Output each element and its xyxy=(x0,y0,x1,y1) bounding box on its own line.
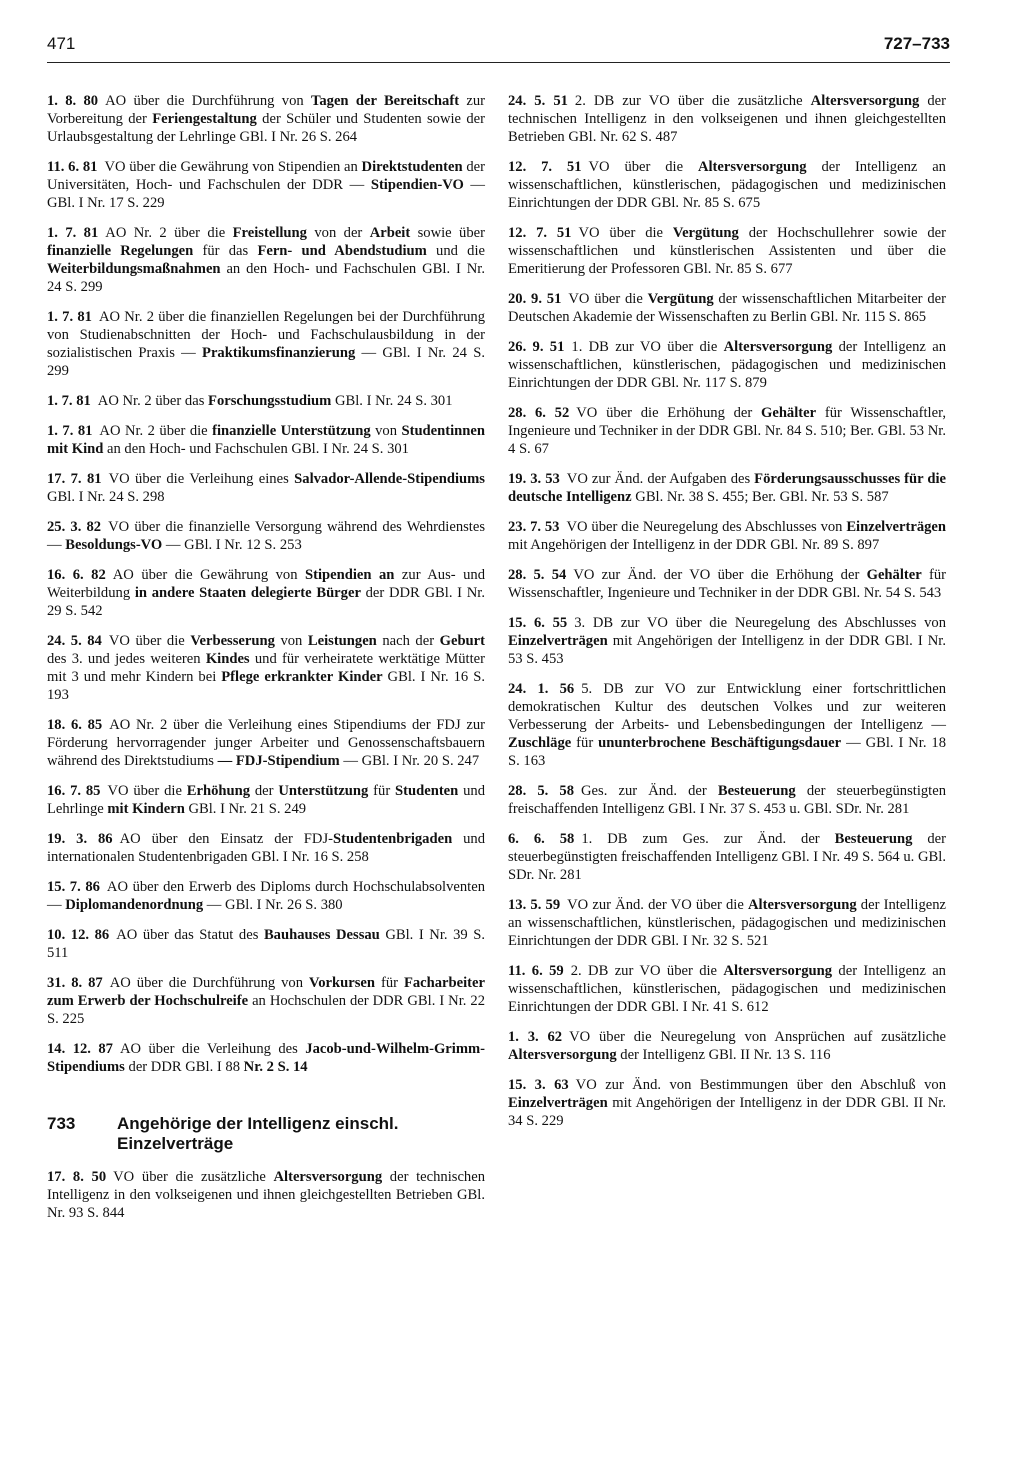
entry-text: AO Nr. 2 über die Verleihung eines Stipendiums der FDJ zur Förderung hervorragender junger Arbeiter und Genossenschaftsbauern während des Direktstudiums xyxy=(47,717,485,769)
entry-text: der steuerbegünstigten freischaffenden Intelligenz GBl. I Nr. 49 S. 564 u. GBl. SDr. Nr. 281 xyxy=(508,831,946,883)
entry-text: AO Nr. 2 über die finanziellen Regelungen bei der Durchführung von Studienabschnitten der Hoch- und Fachschulausbildung in der sozialistischen Praxis — xyxy=(47,309,486,361)
entry-keyword: Einzelverträgen xyxy=(508,633,608,649)
entry-text: der Hochschullehrer sowie der wissenschaftlichen und künstlerischen Assistenten und über die Emeritierung der Professoren GBl. Nr. 85 S. 677 xyxy=(508,225,946,277)
entry-text: VO über die xyxy=(108,633,191,649)
entry-keyword: Forschungsstudium xyxy=(208,393,332,409)
entry-text: der Intelligenz GBl. II Nr. 13 S. 116 xyxy=(616,1047,831,1063)
entry xyxy=(508,338,946,392)
entry-date: 15. 7. 86 xyxy=(47,879,100,895)
entry-date: 23. 7. 53 xyxy=(508,519,560,535)
entry xyxy=(508,290,946,326)
entry-text: des 3. und jedes weiteren xyxy=(47,651,206,667)
entry-text: Ges. zur Änd. der xyxy=(581,783,718,799)
entry-text: für xyxy=(368,783,396,799)
entry-date: 17. 8. 50 xyxy=(47,1169,107,1185)
entry-text: der Intelligenz an wissenschaftlichen, künstlerischen, pädagogischen und medizinischen Einrichtungen der DDR GBl. Nr. 117 S. 879 xyxy=(508,339,946,391)
entry-date: 1. 7. 81 xyxy=(47,423,93,439)
entry xyxy=(47,392,485,410)
entry-text: — GBl. I Nr. 24 S. 299 xyxy=(47,345,485,379)
entry-date: 24. 5. 84 xyxy=(47,633,102,649)
entry-text: und für verheiratete werktätige Mütter mit 3 und mehr Kindern bei xyxy=(47,651,485,685)
entry-keyword: — FDJ-Stipendium xyxy=(217,753,340,769)
entry-text: nach der xyxy=(376,633,440,649)
entry-date: 12. 7. 51 xyxy=(508,225,572,241)
entry-keyword: Erhöhung xyxy=(186,783,251,799)
entry-date: 1. 7. 81 xyxy=(47,393,91,409)
entry xyxy=(508,962,946,1016)
entry-text: für xyxy=(571,735,599,751)
entry-keyword: Gehälter xyxy=(866,567,922,583)
entry-keyword: Jacob-und-Wilhelm-Grimm-Stipendiums xyxy=(47,1041,486,1075)
entry-date: 28. 5. 58 xyxy=(508,783,575,799)
entry-keyword: Besoldungs-VO xyxy=(65,537,163,553)
entry-keyword: finanzielle Unterstützung xyxy=(212,423,371,439)
entry-text: und Lehrlinge xyxy=(47,783,485,817)
entry-keyword: Studentinnen mit Kind xyxy=(47,423,486,457)
entry-text: — GBl. I Nr. 12 S. 253 xyxy=(162,537,302,553)
entry-text: VO über die finanzielle Versorgung während des Wehrdienstes — xyxy=(47,519,486,553)
entry xyxy=(508,1028,946,1064)
entry-date: 10. 12. 86 xyxy=(47,927,110,943)
entry-text: AO über den Einsatz der FDJ- xyxy=(119,831,333,847)
entry-text: an den Hoch- und Fachschulen GBl. I Nr. 24 S. 299 xyxy=(47,261,485,295)
entry-keyword: Einzelverträgen xyxy=(508,1095,608,1111)
entry-keyword: Altersversorgung xyxy=(697,159,807,175)
entry-keyword: Besteuerung xyxy=(834,831,913,847)
entry-keyword: Nr. 2 S. 14 xyxy=(243,1059,308,1075)
entry-text: AO über die Gewährung von xyxy=(112,567,306,583)
entry-date: 15. 6. 55 xyxy=(508,615,568,631)
entry-text: für xyxy=(374,975,404,991)
section-number: 733 xyxy=(47,1114,76,1133)
entry-keyword: Studenten xyxy=(395,783,459,799)
entry-keyword: Pflege erkrankter Kinder xyxy=(221,669,383,685)
entry-text: für Wissenschaftler, Ingenieure und Techniker in der DDR GBl. Nr. 84 S. 510; Ber. GBl. 53 Nr. 4 S. 67 xyxy=(508,405,947,457)
entry-keyword: Besteuerung xyxy=(717,783,796,799)
entry xyxy=(47,92,485,146)
entry-text: VO über die Gewährung von Stipendien an xyxy=(104,159,362,175)
entry-date: 16. 7. 85 xyxy=(47,783,101,799)
right-entry-list xyxy=(508,92,946,1130)
entry-keyword: Tagen der Bereitschaft xyxy=(310,93,460,109)
entry-text: von der xyxy=(306,225,370,241)
entry-keyword: Gehälter xyxy=(760,405,817,421)
entry-keyword: Leistungen xyxy=(307,633,377,649)
entry-text: mit Angehörigen der Intelligenz in der DDR GBl. I Nr. 53 S. 453 xyxy=(508,633,946,667)
entry-keyword: Vorkursen xyxy=(309,975,375,991)
entry-keyword: Altersversorgung xyxy=(508,1047,617,1063)
entry xyxy=(47,470,485,506)
entry-text: — GBl. I Nr. 20 S. 247 xyxy=(339,753,480,769)
entry-text: VO über die Neuregelung von Ansprüchen auf zusätzliche xyxy=(569,1029,946,1045)
left-column xyxy=(47,92,485,1234)
entry-keyword: Einzelverträgen xyxy=(846,519,947,535)
page-header xyxy=(47,34,950,63)
entry-keyword: Facharbeiter zum Erwerb der Hochschulreife xyxy=(47,975,485,1009)
entry-text: GBl. I Nr. 16 S. 193 xyxy=(47,669,485,703)
entry xyxy=(47,974,485,1028)
entry-text: AO über den Erwerb des Diploms durch Hochschulabsolventen — xyxy=(47,879,485,913)
entry-keyword: Altersversorgung xyxy=(723,339,833,355)
entry-text: 2. DB zur VO über die xyxy=(570,963,724,979)
entry-text: der Intelligenz an wissenschaftlichen, künstlerischen, pädagogischen und medizinischen Einrichtungen der DDR GBl. I Nr. 41 S. 612 xyxy=(508,963,946,1015)
entry-keyword: Praktikumsfinanzierung xyxy=(202,345,356,361)
page-range: 727–733 xyxy=(883,34,950,53)
entry-keyword: Salvador-Allende-Stipendiums xyxy=(294,471,485,487)
right-column xyxy=(508,92,946,1142)
entry xyxy=(508,1076,946,1130)
entry-text: und internationalen Studentenbrigaden GBl. I Nr. 16 S. 258 xyxy=(47,831,485,865)
entry-date: 26. 9. 51 xyxy=(508,339,565,355)
entry xyxy=(47,308,485,380)
entry-date: 25. 3. 82 xyxy=(47,519,102,535)
entry-text: VO über die Verleihung eines xyxy=(108,471,295,487)
section-heading xyxy=(47,1114,485,1154)
entry-text: 2. DB zur VO über die zusätzliche xyxy=(574,93,811,109)
entry-keyword: Vergütung xyxy=(647,291,714,307)
entry-keyword: Vergütung xyxy=(672,225,739,241)
entry-text: der technischen Intelligenz in den volkseigenen und ihnen gleichgestellten Betrieben GBl. Nr. 62 S. 487 xyxy=(508,93,946,145)
entry-text: AO über die Verleihung des xyxy=(119,1041,306,1057)
entry-keyword: Altersversorgung xyxy=(723,963,833,979)
entry-text: und die xyxy=(426,243,485,259)
entry-text: 1. DB zum Ges. zur Änd. der xyxy=(581,831,835,847)
entry-text: VO zur Änd. von Bestimmungen über den Abschluß von xyxy=(575,1077,946,1093)
entry xyxy=(508,896,946,950)
entry-keyword: Stipendien an xyxy=(305,567,395,583)
entry-text: VO über die xyxy=(578,225,673,241)
entry-text: der steuerbegünstigten freischaffenden Intelligenz GBl. I Nr. 37 S. 453 u. GBl. SDr. Nr. 281 xyxy=(508,783,947,817)
entry-keyword: Förderungsausschusses für die deutsche Intelligenz xyxy=(508,471,946,505)
entry-text: GBl. I Nr. 21 S. 249 xyxy=(184,801,307,817)
entry-text: VO über die xyxy=(107,783,187,799)
entry-text: für das xyxy=(193,243,258,259)
entry-keyword: Feriengestaltung xyxy=(152,111,257,127)
entry-keyword: Weiterbildungsmaßnahmen xyxy=(47,261,221,277)
entry-text: — GBl. I Nr. 17 S. 229 xyxy=(47,177,485,211)
entry-text: der DDR GBl. I Nr. 29 S. 542 xyxy=(47,585,485,619)
entry-date: 13. 5. 59 xyxy=(508,897,561,913)
entry-text: AO über die Durchführung von xyxy=(109,975,310,991)
entry-text: an den Hoch- und Fachschulen GBl. I Nr. 24 S. 301 xyxy=(103,441,409,457)
entry-text: AO Nr. 2 über die xyxy=(99,423,213,439)
entry-keyword: Arbeit xyxy=(369,225,411,241)
entry-keyword: Zuschläge xyxy=(508,735,572,751)
entry-date: 6. 6. 58 xyxy=(508,831,575,847)
entry-text: VO zur Änd. der Aufgaben des xyxy=(566,471,755,487)
entry-text: AO Nr. 2 über die xyxy=(105,225,233,241)
entry-keyword: Fern- und Abendstudium xyxy=(257,243,427,259)
entry-date: 24. 5. 51 xyxy=(508,93,568,109)
entry xyxy=(47,158,485,212)
entry-date: 18. 6. 85 xyxy=(47,717,103,733)
entry-text: der Universitäten, Hoch- und Fachschulen der DDR — xyxy=(47,159,485,193)
entry xyxy=(508,830,946,884)
entry-text: der Intelligenz an wissenschaftlichen, künstlerischen, pädagogischen und medizinischen Einrichtungen der DDR GBl. Nr. 85 S. 675 xyxy=(508,159,946,211)
entry-date: 19. 3. 53 xyxy=(508,471,560,487)
entry-text: VO über die Neuregelung des Abschlusses von xyxy=(566,519,847,535)
entry-keyword: finanzielle Regelungen xyxy=(47,243,194,259)
entry-keyword: Direktstudenten xyxy=(361,159,463,175)
entry xyxy=(47,716,485,770)
entry-keyword: Altersversorgung xyxy=(810,93,920,109)
entry-keyword: Studentenbrigaden xyxy=(332,831,453,847)
entry-text: mit Angehörigen der Intelligenz in der DDR GBl. II Nr. 34 S. 229 xyxy=(508,1095,946,1129)
entry xyxy=(47,518,485,554)
entry xyxy=(47,926,485,962)
entry-text: VO über die xyxy=(568,291,648,307)
entry-date: 12. 7. 51 xyxy=(508,159,582,175)
entry xyxy=(508,92,946,146)
entry-text: der technischen Intelligenz in den volkseigenen und ihnen gleichgestellten Betrieben GBl. Nr. 93 S. 844 xyxy=(47,1169,485,1221)
entry-text: VO über die xyxy=(588,159,698,175)
entry-keyword: Diplomandenordnung xyxy=(65,897,204,913)
entry xyxy=(508,680,946,770)
entry-text: der Intelligenz an wissenschaftlichen, künstlerischen, pädagogischen und medizinischen Einrichtungen der DDR GBl. I Nr. 32 S. 521 xyxy=(508,897,946,949)
entry xyxy=(508,224,946,278)
entry-text: 5. DB zur VO zur Entwicklung einer fortschrittlichen demokratischen Kultur des deutschen Volkes und zur weiteren Verbesserung der Arbeits- und Lebensbedingungen der Intelligenz — xyxy=(508,681,946,733)
entry-text: der xyxy=(250,783,279,799)
entry-date: 28. 6. 52 xyxy=(508,405,570,421)
entry xyxy=(47,830,485,866)
entry-text: AO über die Durchführung von xyxy=(105,93,311,109)
entry-keyword: Altersversorgung xyxy=(748,897,857,913)
entry-text: GBl. Nr. 38 S. 455; Ber. GBl. Nr. 53 S. 587 xyxy=(631,489,889,505)
entry-date: 11. 6. 81 xyxy=(47,159,98,175)
entry xyxy=(508,470,946,506)
entry-text: VO über die Erhöhung der xyxy=(576,405,761,421)
entry-text: sowie über xyxy=(410,225,485,241)
entry-text: von xyxy=(370,423,402,439)
entry xyxy=(47,632,485,704)
entry-date: 19. 3. 86 xyxy=(47,831,113,847)
entry-date: 20. 9. 51 xyxy=(508,291,562,307)
entry-text: VO zur Änd. der VO über die xyxy=(567,897,748,913)
entry-text: an Hochschulen der DDR GBl. I Nr. 22 S. 225 xyxy=(47,993,485,1027)
entry-text: AO über das Statut des xyxy=(116,927,264,943)
entry-text: von xyxy=(274,633,308,649)
entry-keyword: mit Kindern xyxy=(107,801,185,817)
entry xyxy=(508,782,946,818)
entry xyxy=(508,404,946,458)
entry-keyword: Freistellung xyxy=(232,225,307,241)
entry xyxy=(47,1040,485,1076)
entry xyxy=(47,422,485,458)
entry-text: zur Vorbereitung der xyxy=(47,93,485,127)
entry-keyword: Kindes xyxy=(205,651,250,667)
entry-date: 17. 7. 81 xyxy=(47,471,102,487)
entry-date: 24. 1. 56 xyxy=(508,681,575,697)
entry-keyword: ununterbrochene Beschäftigungsdauer xyxy=(598,735,842,751)
entry-text: — GBl. I Nr. 26 S. 380 xyxy=(203,897,343,913)
entry xyxy=(508,518,946,554)
entry-keyword: Geburt xyxy=(439,633,486,649)
entry-text: — GBl. I Nr. 18 S. 163 xyxy=(508,735,946,769)
entry-date: 15. 3. 63 xyxy=(508,1077,569,1093)
entry-text: zur Aus- und Weiterbildung xyxy=(47,567,485,601)
entry-date: 31. 8. 87 xyxy=(47,975,103,991)
entry-keyword: Verbesserung xyxy=(190,633,275,649)
entry-text: VO über die zusätzliche xyxy=(113,1169,274,1185)
entry-text: 1. DB zur VO über die xyxy=(571,339,724,355)
entry-date: 1. 8. 80 xyxy=(47,93,99,109)
section-title: Angehörige der Intelligenz einschl. Einzelverträge xyxy=(117,1114,399,1153)
entry-date: 28. 5. 54 xyxy=(508,567,567,583)
entry-keyword: Altersversorgung xyxy=(273,1169,383,1185)
page-number: 471 xyxy=(47,34,76,53)
entry-text: mit Angehörigen der Intelligenz in der DDR GBl. Nr. 89 S. 897 xyxy=(508,537,880,553)
entry-date: 1. 7. 81 xyxy=(47,309,92,325)
entry-date: 14. 12. 87 xyxy=(47,1041,113,1057)
entry-text: VO zur Änd. der VO über die Erhöhung der xyxy=(573,567,867,583)
entry xyxy=(47,782,485,818)
entry xyxy=(47,1168,485,1222)
entry xyxy=(508,566,946,602)
entry-text: AO Nr. 2 über das xyxy=(97,393,209,409)
entry xyxy=(508,614,946,668)
entry-text: GBl. I Nr. 39 S. 511 xyxy=(47,927,486,961)
entry-keyword: Stipendien-VO xyxy=(370,177,464,193)
section-entry-list xyxy=(47,1168,485,1222)
entry-keyword: in andere Staaten delegierte Bürger xyxy=(134,585,361,601)
entry-date: 1. 3. 62 xyxy=(508,1029,563,1045)
entry xyxy=(47,224,485,296)
entry-text: der Schüler und Studenten sowie der Urlaubsgestaltung der Lehrlinge GBl. I Nr. 26 S. 264 xyxy=(47,111,486,145)
entry-text: der DDR GBl. I 88 xyxy=(124,1059,244,1075)
left-entry-list xyxy=(47,92,485,1076)
entry-text: der wissenschaftlichen Mitarbeiter der Deutschen Akademie der Wissenschaften zu Berlin GBl. Nr. 115 S. 865 xyxy=(508,291,946,325)
entry-date: 1. 7. 81 xyxy=(47,225,99,241)
entry-text: für Wissenschaftler, Ingenieure und Techniker in der DDR GBl. Nr. 54 S. 543 xyxy=(508,567,946,601)
entry-text: 3. DB zur VO über die Neuregelung des Abschlusses von xyxy=(574,615,947,631)
entry-keyword: Bauhauses Dessau xyxy=(263,927,380,943)
entry-keyword: Unterstützung xyxy=(278,783,369,799)
entry xyxy=(508,158,946,212)
entry-date: 11. 6. 59 xyxy=(508,963,564,979)
entry-text: GBl. I Nr. 24 S. 301 xyxy=(331,393,453,409)
entry-text: GBl. I Nr. 24 S. 298 xyxy=(47,489,165,505)
entry-date: 16. 6. 82 xyxy=(47,567,106,583)
entry xyxy=(47,566,485,620)
entry xyxy=(47,878,485,914)
